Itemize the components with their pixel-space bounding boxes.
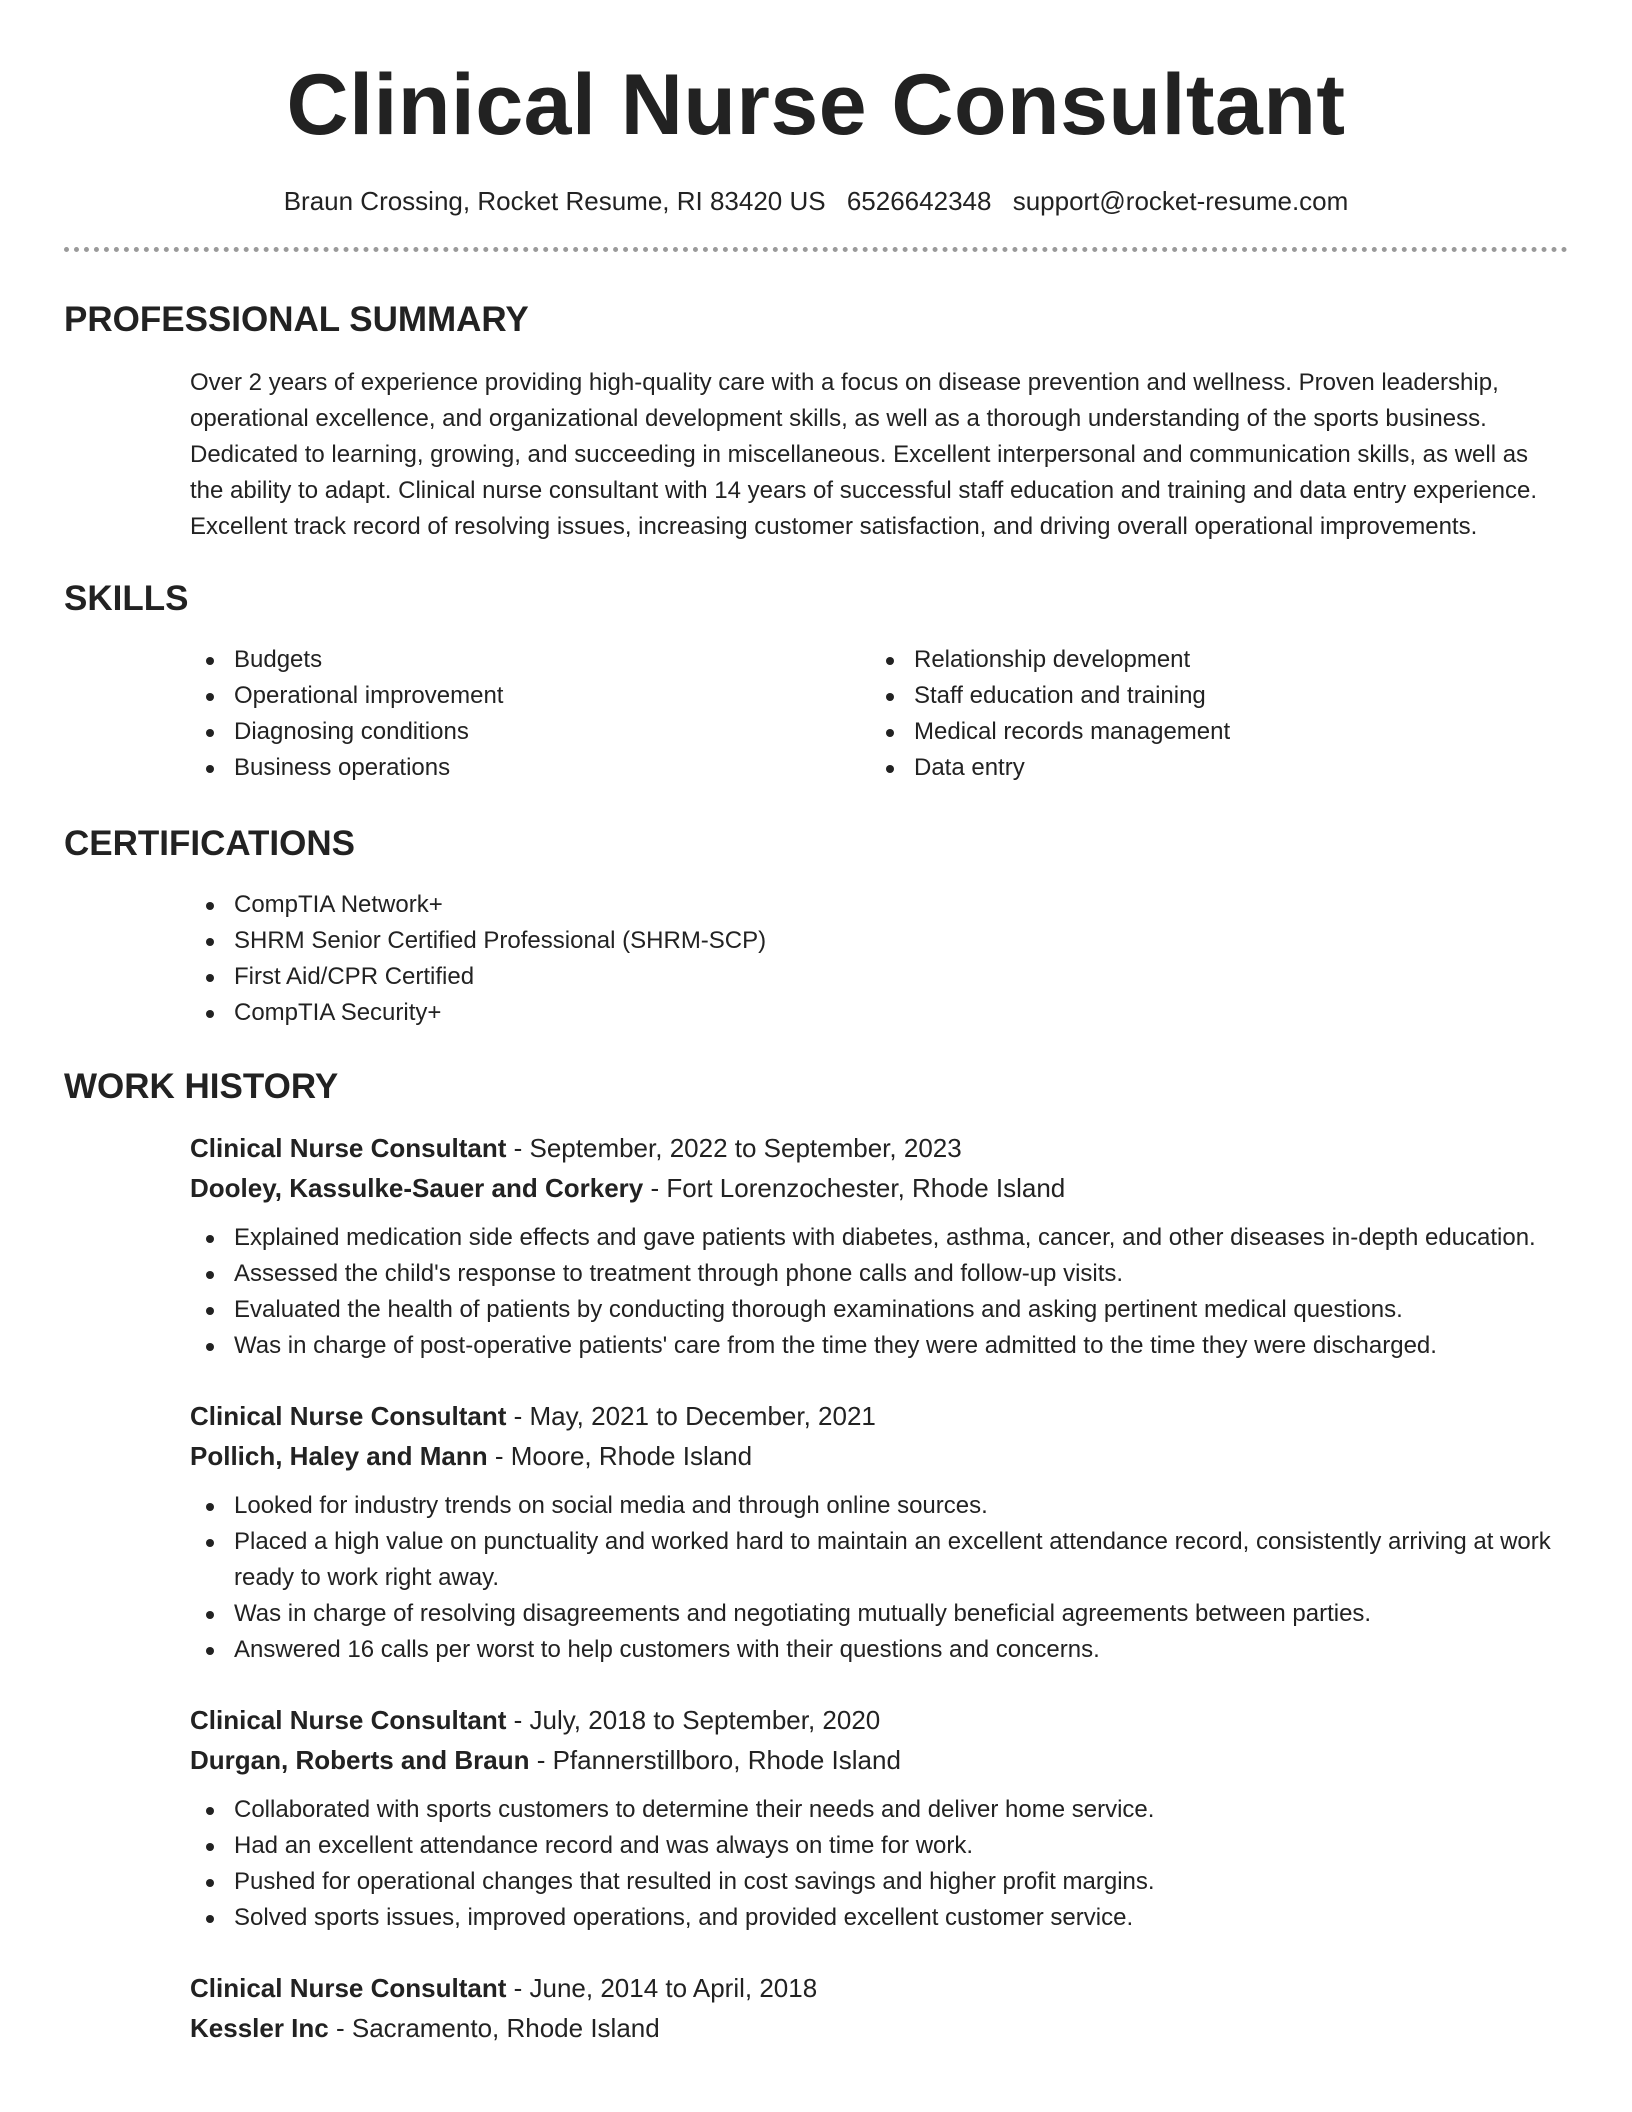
certifications-section <box>64 826 1568 1031</box>
job-location: - Sacramento, Rhode Island <box>328 2013 660 2043</box>
job-bullet: Assessed the child's response to treatment through phone calls and follow-up visits. <box>190 1256 1568 1292</box>
job-bullet: Pushed for operational changes that resulted in cost savings and higher profit margins. <box>190 1864 1568 1900</box>
work-history-heading: WORK HISTORY <box>64 1067 339 1106</box>
skills-heading: SKILLS <box>64 579 189 618</box>
job-company-line <box>190 1740 1568 1780</box>
job-entry <box>64 1128 1568 1364</box>
skills-section <box>64 581 1568 786</box>
job-entry <box>64 1700 1568 1936</box>
work-history-section <box>64 1069 1568 2048</box>
job-bullets <box>190 1792 1568 1936</box>
job-company-line <box>190 2008 1568 2048</box>
job-title-line <box>190 1968 1568 2008</box>
skills-left-list <box>190 642 870 786</box>
job-bullet: Answered 16 calls per worst to help customers with their questions and concerns. <box>190 1632 1568 1668</box>
job-dates: - June, 2014 to April, 2018 <box>506 1973 818 2003</box>
job-bullet: Solved sports issues, improved operations, and provided excellent customer service. <box>190 1900 1568 1936</box>
skill-item: Relationship development <box>870 642 1550 678</box>
skill-item: Business operations <box>190 750 870 786</box>
job-role: Clinical Nurse Consultant <box>190 1401 507 1431</box>
job-location: - Moore, Rhode Island <box>487 1441 753 1471</box>
summary-text: Over 2 years of experience providing high-quality care with a focus on disease prevention and wellness. Proven leadership, operational excellence, and organizational development skills, as well as a thorough understanding of the sports business. Dedicated to learning, growing, and succeeding in miscellaneous. Excellent interpersonal and communication skills, as well as the ability to adapt. Clinical nurse consultant with 14 years of successful staff education and training and data entry experience. Excellent track record of resolving issues, increasing customer satisfaction, and driving overall operational improvements. <box>190 369 1538 540</box>
skill-item: Budgets <box>190 642 870 678</box>
summary-heading: PROFESSIONAL SUMMARY <box>64 300 529 339</box>
header-divider <box>64 247 1568 252</box>
job-dates: - September, 2022 to September, 2023 <box>506 1133 962 1163</box>
job-company: Durgan, Roberts and Braun <box>190 1745 530 1775</box>
job-entry <box>64 1396 1568 1668</box>
contact-email: support@rocket-resume.com <box>1012 186 1349 216</box>
skill-item: Staff education and training <box>870 678 1550 714</box>
job-dates: - July, 2018 to September, 2020 <box>506 1705 881 1735</box>
skill-item: Medical records management <box>870 714 1550 750</box>
contact-address: Braun Crossing, Rocket Resume, RI 83420 US <box>283 186 826 216</box>
job-company-line <box>190 1168 1568 1208</box>
job-title-line <box>190 1700 1568 1740</box>
job-bullet: Was in charge of resolving disagreements and negotiating mutually beneficial agreements between parties. <box>190 1596 1568 1632</box>
job-dates: - May, 2021 to December, 2021 <box>506 1401 876 1431</box>
skill-item: Data entry <box>870 750 1550 786</box>
contact-line <box>64 186 1568 217</box>
job-company: Dooley, Kassulke-Sauer and Corkery <box>190 1173 644 1203</box>
job-entry <box>64 1968 1568 2048</box>
job-bullets <box>190 1220 1568 1364</box>
resume-name: Clinical Nurse Consultant <box>286 57 1346 153</box>
job-bullet: Had an excellent attendance record and was always on time for work. <box>190 1828 1568 1864</box>
job-location: - Fort Lorenzochester, Rhode Island <box>643 1173 1066 1203</box>
certifications-list <box>64 887 1568 1031</box>
job-role: Clinical Nurse Consultant <box>190 1973 507 2003</box>
job-bullet: Evaluated the health of patients by conducting thorough examinations and asking pertinent medical questions. <box>190 1292 1568 1328</box>
job-role: Clinical Nurse Consultant <box>190 1705 507 1735</box>
job-bullet: Was in charge of post-operative patients' care from the time they were admitted to the time they were discharged. <box>190 1328 1568 1364</box>
job-bullet: Explained medication side effects and gave patients with diabetes, asthma, cancer, and other diseases in-depth education. <box>190 1220 1568 1256</box>
job-company: Pollich, Haley and Mann <box>190 1441 488 1471</box>
skill-item: Operational improvement <box>190 678 870 714</box>
job-role: Clinical Nurse Consultant <box>190 1133 507 1163</box>
summary-section <box>64 302 1568 545</box>
skills-right-list <box>870 642 1550 786</box>
job-bullet: Placed a high value on punctuality and worked hard to maintain an excellent attendance record, consistently arriving at work ready to work right away. <box>190 1524 1568 1596</box>
certification-item: CompTIA Network+ <box>190 887 1568 923</box>
skill-item: Diagnosing conditions <box>190 714 870 750</box>
job-company: Kessler Inc <box>190 2013 329 2043</box>
contact-phone: 6526642348 <box>846 186 992 216</box>
certification-item: CompTIA Security+ <box>190 995 1568 1031</box>
job-company-line <box>190 1436 1568 1476</box>
certification-item: First Aid/CPR Certified <box>190 959 1568 995</box>
job-title-line <box>190 1396 1568 1436</box>
skills-grid <box>64 642 1568 786</box>
job-bullets <box>190 1488 1568 1668</box>
job-title-line <box>190 1128 1568 1168</box>
job-bullet: Looked for industry trends on social media and through online sources. <box>190 1488 1568 1524</box>
certification-item: SHRM Senior Certified Professional (SHRM-SCP) <box>190 923 1568 959</box>
job-bullet: Collaborated with sports customers to determine their needs and deliver home service. <box>190 1792 1568 1828</box>
job-location: - Pfannerstillboro, Rhode Island <box>529 1745 901 1775</box>
certifications-heading: CERTIFICATIONS <box>64 824 356 863</box>
